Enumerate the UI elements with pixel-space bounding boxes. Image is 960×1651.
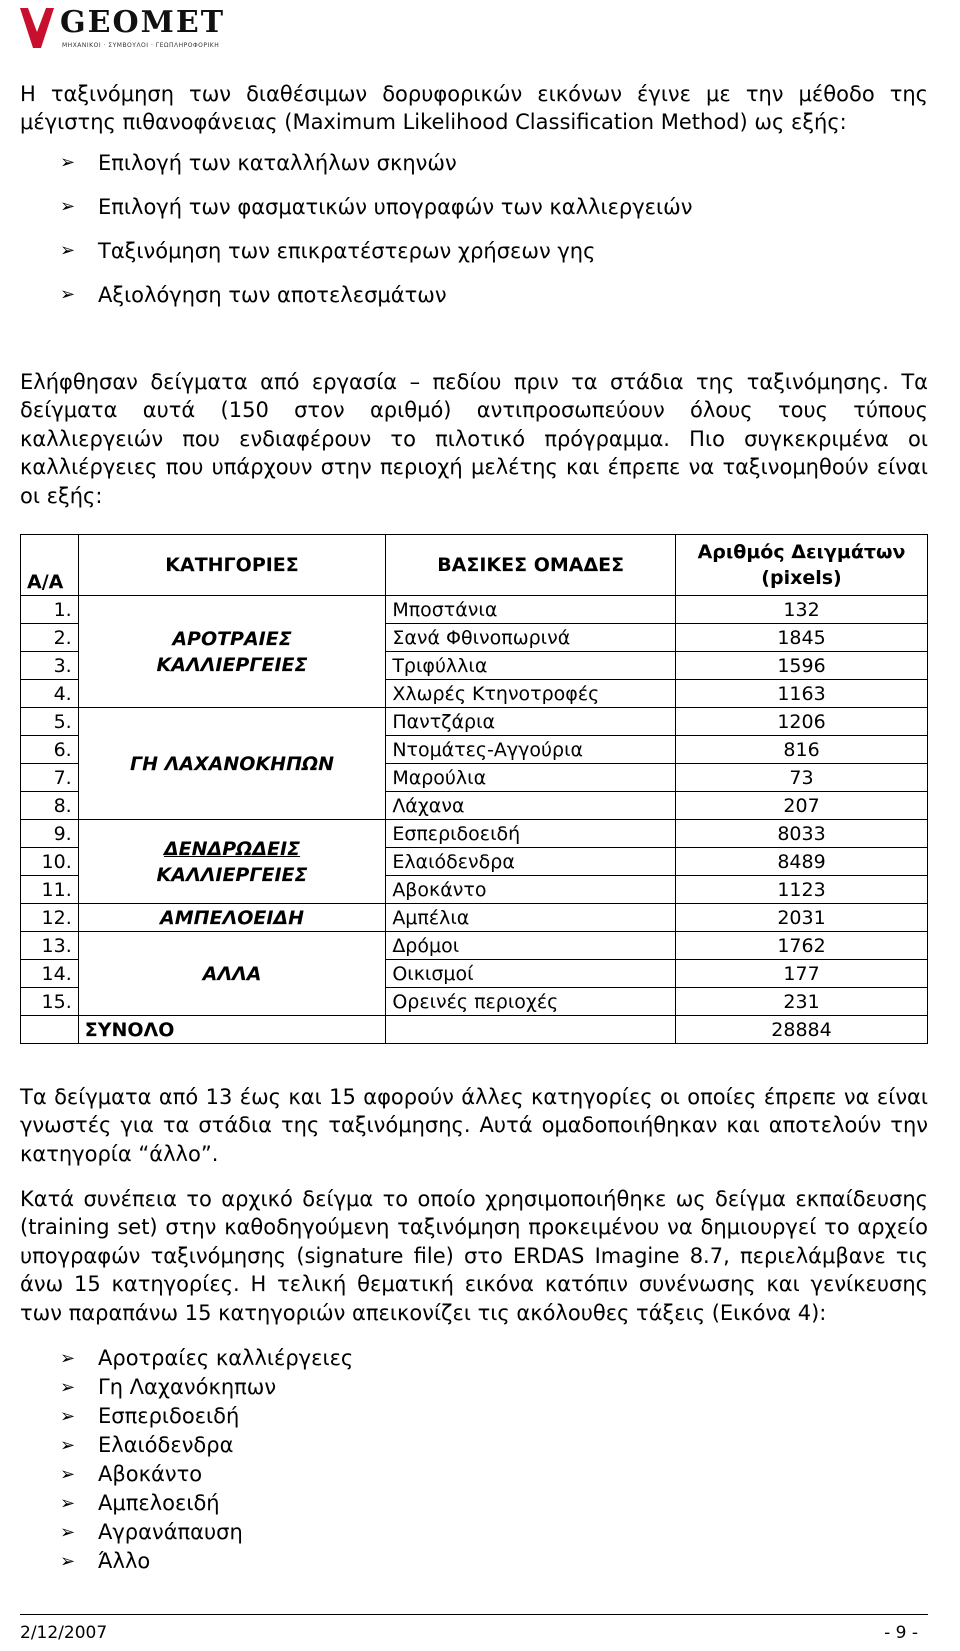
classes-list bbox=[60, 1344, 353, 1576]
category-vine: ΑΜΠΕΛΟΕΙΔΗ bbox=[78, 904, 386, 932]
table-row: 4. Χλωρές Κτηνοτροφές 1163 bbox=[21, 680, 928, 708]
table-row: 5. ΓΗ ΛΑΧΑΝΟΚΗΠΩΝ Παντζάρια 1206 bbox=[21, 708, 928, 736]
logo-mark-icon bbox=[20, 6, 54, 50]
list-item: ➢ Αροτραίες καλλιέργειες bbox=[60, 1344, 353, 1373]
classification-table bbox=[20, 534, 928, 1044]
table-row: 10. Ελαιόδενδρα 8489 bbox=[21, 848, 928, 876]
arrow-bullet-icon: ➢ bbox=[60, 1348, 76, 1369]
table-row: 15. Ορεινές περιοχές 231 bbox=[21, 988, 928, 1016]
table-row: 3. Τριφύλλια 1596 bbox=[21, 652, 928, 680]
arrow-bullet-icon: ➢ bbox=[60, 196, 76, 217]
list-item: ➢ Ταξινόμηση των επικρατέστερων χρήσεων γης bbox=[60, 236, 692, 280]
arrow-bullet-icon: ➢ bbox=[60, 1406, 76, 1427]
arrow-bullet-icon: ➢ bbox=[60, 152, 76, 173]
logo-wordmark: GEOMET bbox=[60, 5, 226, 40]
list-item: ➢ Ελαιόδενδρα bbox=[60, 1431, 353, 1460]
arrow-bullet-icon: ➢ bbox=[60, 284, 76, 305]
logo-subtitle: ΜΗΧΑΝΙΚΟΙ · ΣΥΜΒΟΥΛΟΙ · ΓΕΩΠΛΗΡΟΦΟΡΙΚΗ bbox=[62, 42, 220, 49]
arrow-bullet-icon: ➢ bbox=[60, 1435, 76, 1456]
list-item: ➢ Επιλογή των καταλλήλων σκηνών bbox=[60, 148, 692, 192]
total-label: ΣΥΝΟΛΟ bbox=[78, 1016, 386, 1044]
steps-list bbox=[60, 148, 692, 324]
intro-paragraph: Η ταξινόμηση των διαθέσιμων δορυφορικών εικόνων έγινε με την μέθοδο της μέγιστης πιθανοφάνειας (Maximum Likelihood Classification Method) ως εξής: bbox=[20, 82, 928, 135]
table-total-row bbox=[21, 1016, 928, 1044]
company-logo bbox=[20, 5, 226, 50]
arrow-bullet-icon: ➢ bbox=[60, 1551, 76, 1572]
category-arable: ΑΡΟΤΡΑΙΕΣ ΚΑΛΛΙΕΡΓΕΙΕΣ bbox=[78, 596, 386, 708]
category-tree: ΔΕΝΔΡΩΔΕΙΣ ΚΑΛΛΙΕΡΓΕΙΕΣ bbox=[78, 820, 386, 904]
table-row: 8. Λάχανα 207 bbox=[21, 792, 928, 820]
arrow-bullet-icon: ➢ bbox=[60, 1464, 76, 1485]
table-row: 9. ΔΕΝΔΡΩΔΕΙΣ ΚΑΛΛΙΕΡΓΕΙΕΣ Εσπεριδοειδή 8033 bbox=[21, 820, 928, 848]
list-item: ➢ Γη Λαχανόκηπων bbox=[60, 1373, 353, 1402]
list-item: ➢ Εσπεριδοειδή bbox=[60, 1402, 353, 1431]
table-row: 14. Οικισμοί 177 bbox=[21, 960, 928, 988]
category-vegetable: ΓΗ ΛΑΧΑΝΟΚΗΠΩΝ bbox=[78, 708, 386, 820]
other-category-paragraph: Τα δείγματα από 13 έως και 15 αφορούν άλλες κατηγορίες οι οποίες έπρεπε να είναι γνωστές για τα στάδια της ταξινόμησης. Αυτά ομαδοποιήθηκαν και αποτελούν την κατηγορία “άλλο”. bbox=[20, 1085, 928, 1166]
header-category: ΚΑΤΗΓΟΡΙΕΣ bbox=[78, 535, 386, 596]
category-other: ΑΛΛΑ bbox=[78, 932, 386, 1016]
table-row: 12. ΑΜΠΕΛΟΕΙΔΗ Αμπέλια 2031 bbox=[21, 904, 928, 932]
header-samples: Αριθμός Δειγμάτων (pixels) bbox=[676, 535, 928, 596]
arrow-bullet-icon: ➢ bbox=[60, 1522, 76, 1543]
table-row: 11. Αβοκάντο 1123 bbox=[21, 876, 928, 904]
table-row: 7. Μαρούλια 73 bbox=[21, 764, 928, 792]
table-row: 6. Ντομάτες-Αγγούρια 816 bbox=[21, 736, 928, 764]
list-item: ➢ Αβοκάντο bbox=[60, 1460, 353, 1489]
table-row: 2. Σανά Φθινοπωρινά 1845 bbox=[21, 624, 928, 652]
arrow-bullet-icon: ➢ bbox=[60, 1377, 76, 1398]
header-group: ΒΑΣΙΚΕΣ ΟΜΑΔΕΣ bbox=[386, 535, 676, 596]
samples-paragraph: Ελήφθησαν δείγματα από εργασία – πεδίου πριν τα στάδια της ταξινόμησης. Τα δείγματα αυτά (150 στον αριθμό) αντιπροσωπεύουν όλους τους τύπους καλλιεργειών που ενδιαφέρουν το πιλοτικό πρόγραμμα. Πιο συγκεκριμένα οι καλλιέργειες που υπάρχουν στην περιοχή μελέτης και έπρεπε να ταξινομηθούν είναι οι εξής: bbox=[20, 370, 928, 508]
page-number: - 9 - bbox=[884, 1623, 918, 1643]
footer-date: 2/12/2007 bbox=[20, 1623, 108, 1643]
total-value: 28884 bbox=[676, 1016, 928, 1044]
header-aa: Α/Α bbox=[21, 535, 79, 596]
table-header-row bbox=[21, 535, 928, 596]
arrow-bullet-icon: ➢ bbox=[60, 240, 76, 261]
list-item: ➢ Επιλογή των φασματικών υπογραφών των καλλιεργειών bbox=[60, 192, 692, 236]
table-row: 1. ΑΡΟΤΡΑΙΕΣ ΚΑΛΛΙΕΡΓΕΙΕΣ Μποστάνια 132 bbox=[21, 596, 928, 624]
table-row: 13. ΑΛΛΑ Δρόμοι 1762 bbox=[21, 932, 928, 960]
list-item: ➢ Αξιολόγηση των αποτελεσμάτων bbox=[60, 280, 692, 324]
page-footer bbox=[20, 1614, 928, 1645]
training-set-paragraph: Κατά συνέπεια το αρχικό δείγμα το οποίο χρησιμοποιήθηκε ως δείγμα εκπαίδευσης (training set) στην καθοδηγούμενη ταξινόμηση προκειμένου να δημιουργεί το αρχείο υπογραφών ταξινόμησης (signature file) στο ERDAS Imagine 8.7, περιελάμβανε τις άνω 15 κατηγορίες. Η τελική θεματική εικόνα κατόπιν συνένωσης και γενίκευσης των παραπάνω 15 κατηγοριών απεικονίζει τις ακόλουθες τάξεις (Εικόνα 4): bbox=[20, 1187, 928, 1325]
list-item: ➢ Αγρανάπαυση bbox=[60, 1518, 353, 1547]
arrow-bullet-icon: ➢ bbox=[60, 1493, 76, 1514]
list-item: ➢ Άλλο bbox=[60, 1547, 353, 1576]
list-item: ➢ Αμπελοειδή bbox=[60, 1489, 353, 1518]
